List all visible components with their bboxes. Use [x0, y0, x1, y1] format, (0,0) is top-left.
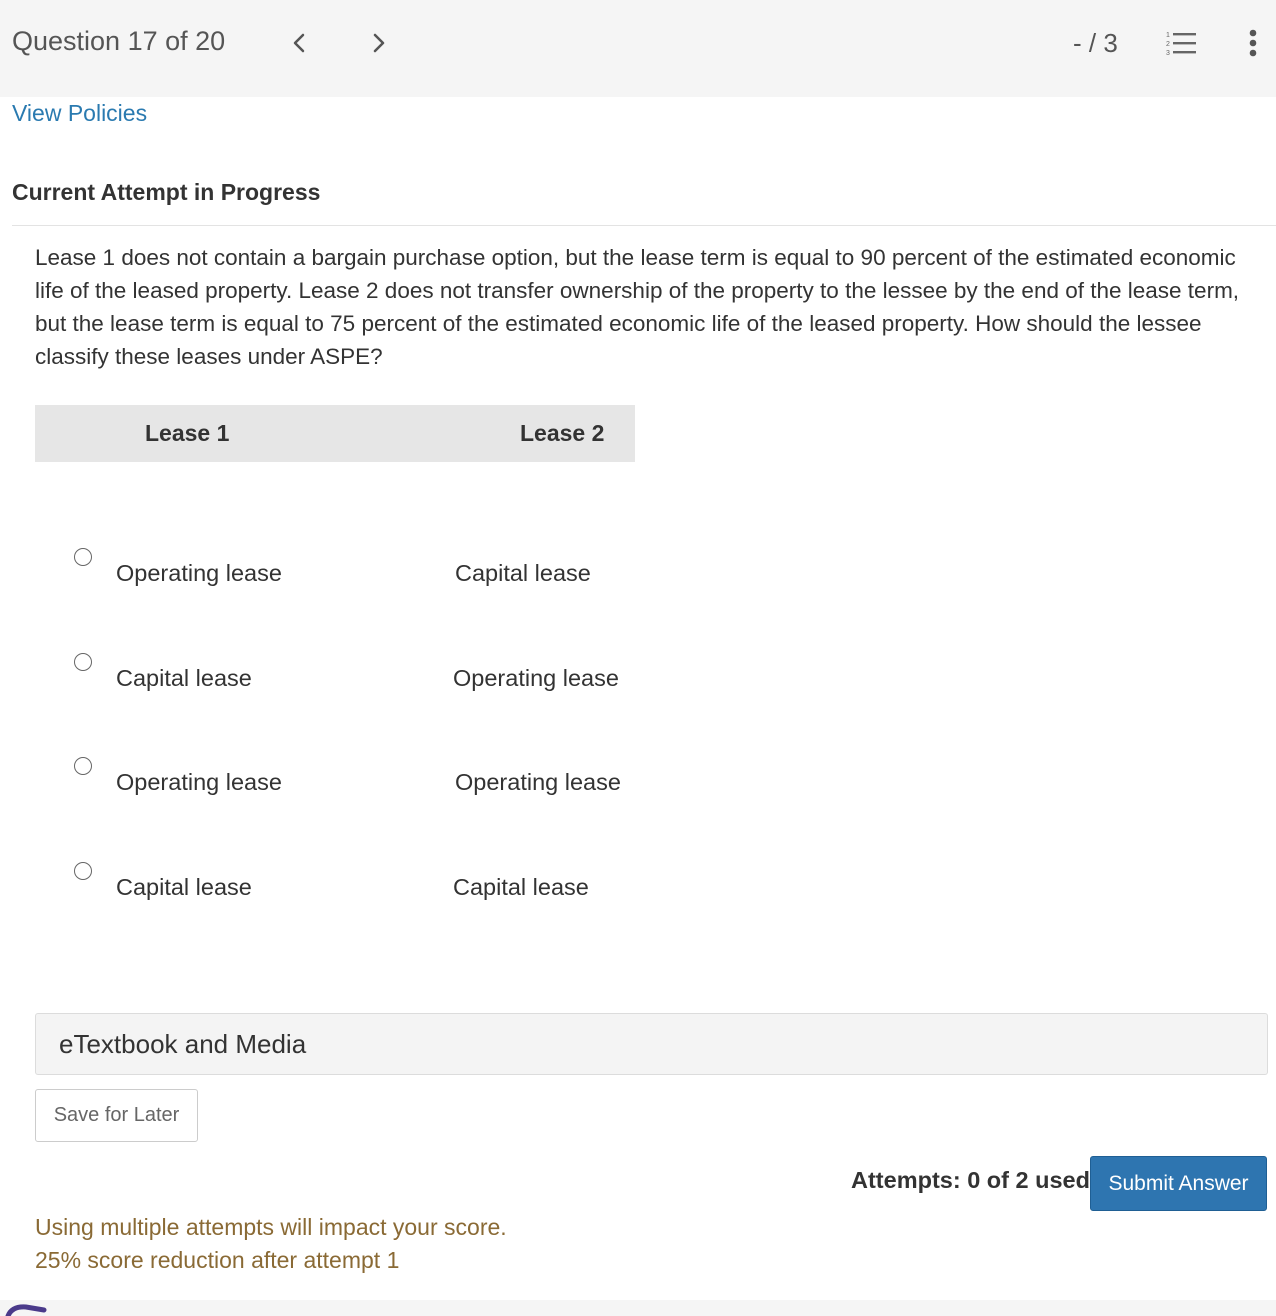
question-counter: Question 17 of 20: [12, 26, 226, 56]
attempt-heading: Current Attempt in Progress: [12, 179, 321, 205]
attempts-counter: Attempts: 0 of 2 used: [851, 1167, 1090, 1193]
option-lease-1: Operating lease: [116, 769, 282, 795]
question-text: Lease 1 does not contain a bargain purchase option, but the lease term is equal to 90 percent of the estimated economic life of the leased property. Lease 2 does not transfer ownership of the property to the lessee by the end of the lease term, but the lease term is equal to 75 percent of the estimated economic life of the leased property. How should the lessee classify these leases under ASPE?: [35, 245, 1240, 369]
radio-button[interactable]: [74, 757, 92, 775]
divider: [12, 225, 1276, 226]
answer-option[interactable]: [70, 548, 690, 608]
numbered-list-icon: [1166, 30, 1196, 56]
etextbook-media-label: eTextbook and Media: [59, 1029, 307, 1059]
option-lease-1: Capital lease: [116, 874, 252, 900]
top-bar: [0, 0, 1276, 97]
logo-fragment: [0, 1300, 50, 1316]
option-lease-2: Capital lease: [455, 560, 591, 586]
score-reduction-note: 25% score reduction after attempt 1: [35, 1247, 400, 1273]
column-header: [35, 405, 635, 462]
chevron-left-icon: [288, 28, 312, 58]
option-lease-1: Capital lease: [116, 665, 252, 691]
previous-question-button[interactable]: [288, 28, 312, 58]
radio-button[interactable]: [74, 548, 92, 566]
svg-text:2: 2: [1166, 41, 1170, 48]
chevron-right-icon: [367, 28, 391, 58]
next-question-button[interactable]: [367, 28, 391, 58]
more-options-button[interactable]: [1244, 28, 1262, 58]
radio-button[interactable]: [74, 653, 92, 671]
footer-strip: [0, 1300, 1276, 1316]
svg-text:1: 1: [1166, 32, 1170, 39]
vertical-ellipsis-icon: [1244, 28, 1262, 58]
option-lease-2: Operating lease: [455, 769, 621, 795]
column-header-lease-1: Lease 1: [145, 420, 230, 446]
submit-answer-button[interactable]: Submit Answer: [1090, 1156, 1267, 1211]
question-list-button[interactable]: [1166, 30, 1196, 56]
attempt-warning: Using multiple attempts will impact your score.: [35, 1214, 507, 1240]
column-header-lease-2: Lease 2: [520, 420, 605, 446]
svg-text:3: 3: [1166, 50, 1170, 56]
view-policies-link[interactable]: View Policies: [12, 100, 148, 126]
option-lease-1: Operating lease: [116, 560, 282, 586]
radio-button[interactable]: [74, 862, 92, 880]
save-for-later-button[interactable]: Save for Later: [35, 1089, 198, 1142]
score-display: - / 3: [1073, 28, 1118, 58]
option-lease-2: Capital lease: [453, 874, 589, 900]
option-lease-2: Operating lease: [453, 665, 619, 691]
answer-option[interactable]: [70, 757, 690, 817]
answer-option[interactable]: [70, 862, 690, 922]
answer-option[interactable]: [70, 653, 690, 713]
etextbook-media-panel[interactable]: [35, 1013, 1268, 1075]
